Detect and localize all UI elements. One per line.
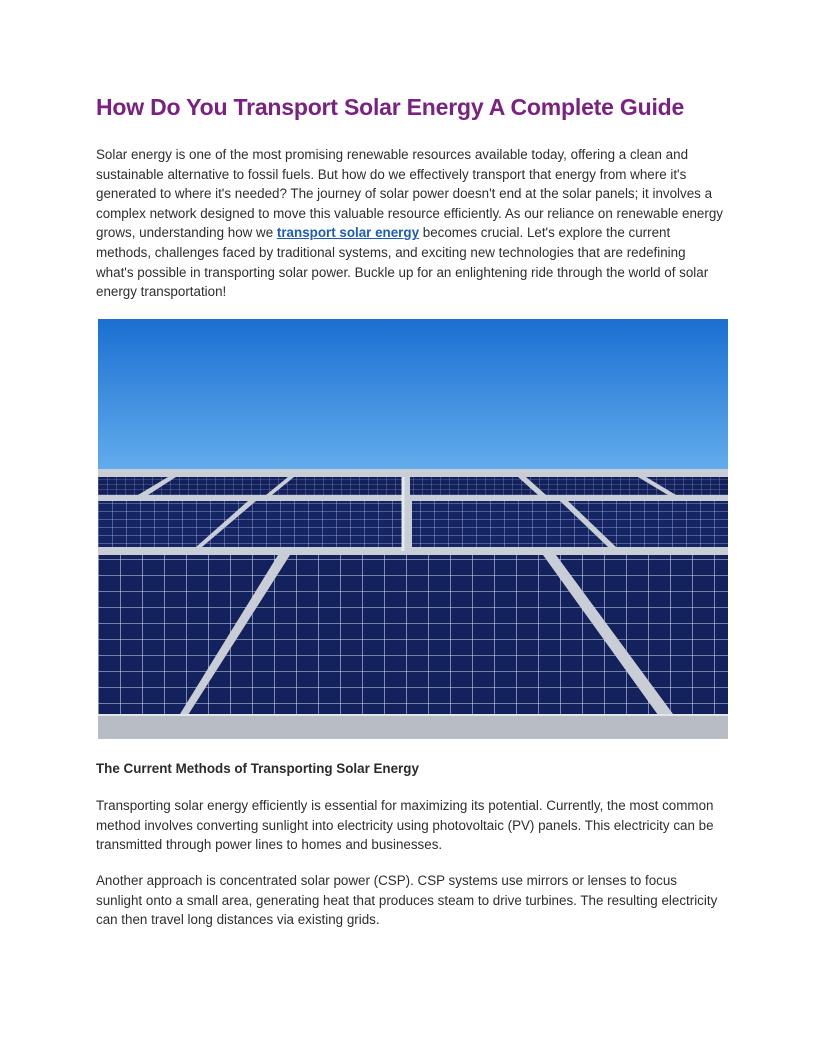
paragraph-csp: Another approach is concentrated solar power (CSP). CSP systems use mirrors or lenses to focus sunlight onto a small area, generating heat that produces steam to drive turbines. The resulting electricity can then travel long distances via existing grids. — [96, 873, 718, 928]
panel-row-near — [98, 555, 728, 715]
sky-background — [98, 319, 728, 489]
panel-row-far — [98, 477, 728, 495]
solar-panels-photo — [98, 319, 728, 739]
page-title: How Do You Transport Solar Energy A Complete Guide — [96, 94, 685, 120]
intro-text-after-link: becomes crucial. Let's explore the current methods, challenges faced by traditional systems, and exciting new technologies that are redefining what's possible in transporting solar power. Buckle up for an enlightening ride through the world of solar energy transportation! — [96, 225, 709, 300]
intro-paragraph — [96, 145, 726, 302]
intro-text-before-link: Solar energy is one of the most promising renewable resources available today, offering a clean and sustainable alternative to fossil fuels. But how do we effectively transport that energy from where it's generated to where it's needed? The journey of solar power doesn't end at the solar panels; it involves a complex network designed to move this valuable resource efficiently. As our reliance on renewable energy grows, understanding how we — [96, 147, 723, 241]
panel-row-middle — [98, 501, 728, 547]
section-heading: The Current Methods of Transporting Solar Energy — [96, 761, 419, 776]
transport-solar-energy-link[interactable]: transport solar energy — [276, 225, 420, 241]
paragraph-methods: Transporting solar energy efficiently is essential for maximizing its potential. Currently, the most common method involves converting sunlight into electricity using photovoltaic (PV) panels. This electricity can be transmitted through power lines to homes and businesses. — [96, 798, 714, 853]
